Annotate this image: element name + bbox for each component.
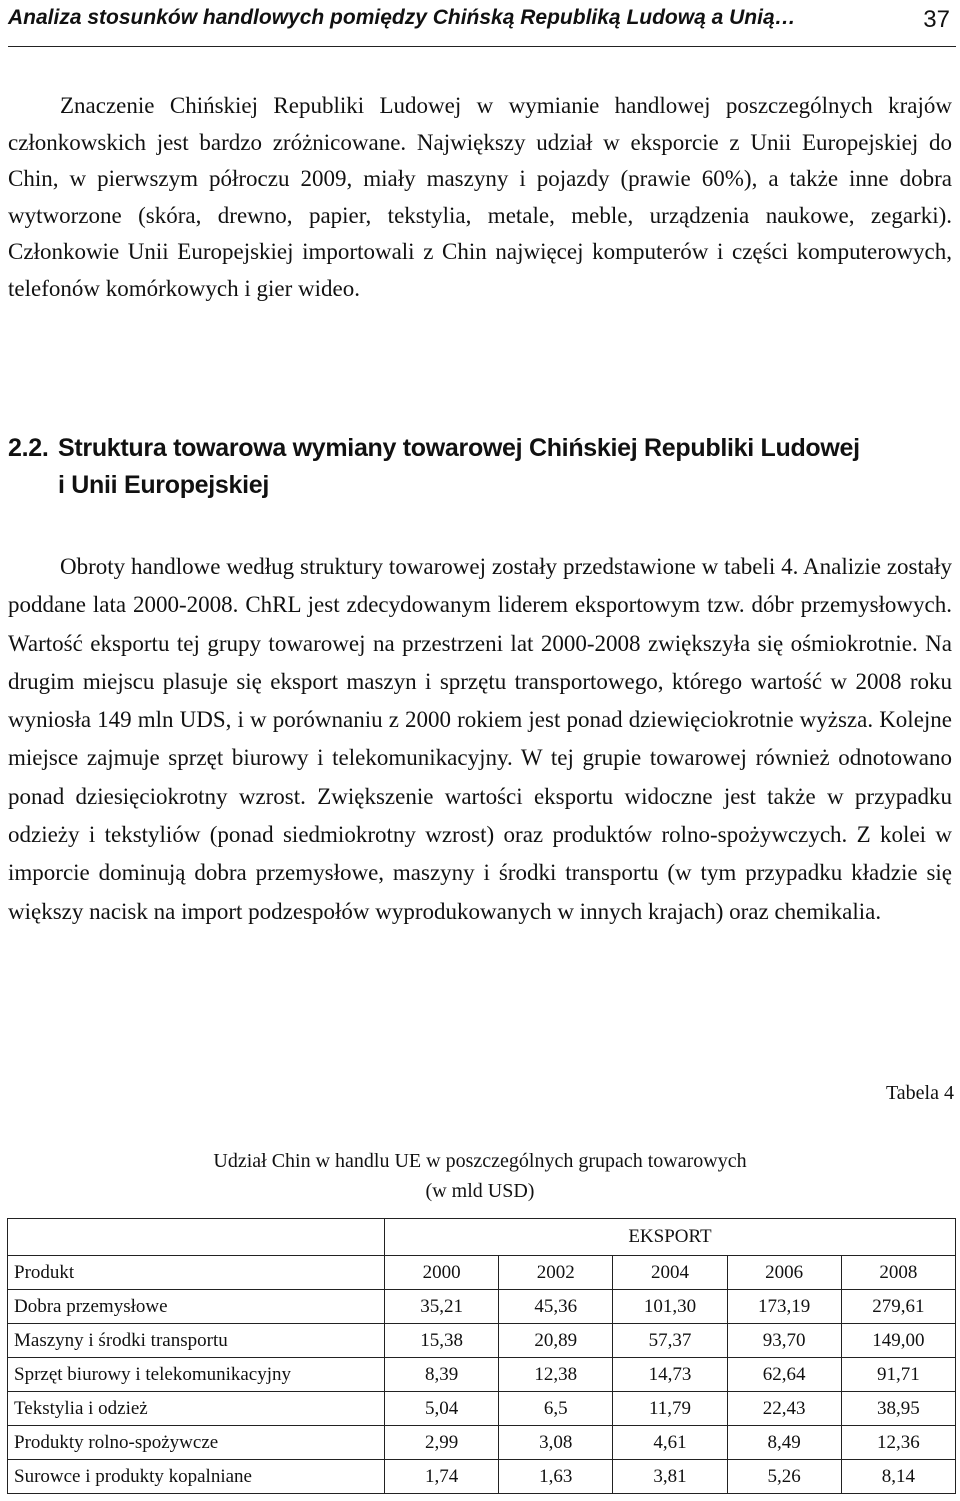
table-cell: 2002 (499, 1256, 613, 1290)
table-cell: 6,5 (499, 1392, 613, 1426)
page-number: 37 (923, 6, 950, 33)
table-cell: 15,38 (384, 1324, 498, 1358)
table-row (8, 1290, 956, 1324)
table-cell: 62,64 (727, 1358, 841, 1392)
table-cell: 2004 (613, 1256, 727, 1290)
table-cell: 22,43 (727, 1392, 841, 1426)
table-cell: 5,04 (384, 1392, 498, 1426)
section-title-line1: Struktura towarowa wymiany towarowej Chińskiej Republiki Ludowej (58, 434, 860, 462)
table-cell: 20,89 (499, 1324, 613, 1358)
table-cell: 45,36 (499, 1290, 613, 1324)
table-cell: 93,70 (727, 1324, 841, 1358)
trade-table (7, 1218, 956, 1494)
table-cell: 8,14 (841, 1460, 955, 1494)
trade-table-body (8, 1219, 956, 1494)
table-section-row (8, 1219, 956, 1256)
table-label: Tabela 4 (885, 1082, 954, 1104)
table-cell: 2006 (727, 1256, 841, 1290)
table-row-label: Tekstylia i odzież (8, 1392, 385, 1426)
table-row-label: Sprzęt biurowy i telekomunikacyjny (8, 1358, 385, 1392)
running-header (8, 0, 956, 47)
table-cell: 38,95 (841, 1392, 955, 1426)
table-cell: 279,61 (841, 1290, 955, 1324)
table-row-label: Produkty rolno-spożywcze (8, 1426, 385, 1460)
table-caption-line1: Udział Chin w handlu UE w poszczególnych grupach towarowych (213, 1150, 747, 1172)
table-cell: 3,08 (499, 1426, 613, 1460)
table-cell: 35,21 (384, 1290, 498, 1324)
table-section-title: EKSPORT (384, 1219, 955, 1256)
table-cell: 5,26 (727, 1460, 841, 1494)
table-cell: 173,19 (727, 1290, 841, 1324)
table-row-label: Dobra przemysłowe (8, 1290, 385, 1324)
section-title-line2: i Unii Europejskiej (58, 471, 270, 499)
section-heading (8, 430, 952, 504)
table-caption-line2: (w mld USD) (425, 1180, 535, 1202)
body-paragraph-2: Obroty handlowe według struktury towarowej zostały przedstawione w tabeli 4. Analizie zostały poddane lata 2000-2008. ChRL jest zdecydowanym liderem eksportowym tzw. dóbr przemysłowych. Wartość eksportu tej grupy towarowej na przestrzeni lat 2000-2008 zwiększyła się ośmiokrotnie. Na drugim miejscu plasuje się eksport maszyn i sprzętu transportowego, którego wartość w 2008 roku wyniosła 149 mln UDS, i w porównaniu z 2000 rokiem jest ponad dziewięciokrotnie wyższa. Kolejne miejsce zajmuje sprzęt biurowy i telekomunikacyjny. W tej grupie towarowej również odnotowano ponad dziesięciokrotny wzrost. Zwiększenie wartości eksportu widoczne jest także w przypadku odzieży i tekstyliów (ponad siedmiokrotny wzrost) oraz produktów rolno-spożywczych. Z kolei w imporcie dominują dobra przemysłowe, maszyny i środki transportu (w tym przypadku kładzie się większy nacisk na import podzespołów wyprodukowanych w innych krajach) oraz chemikalia. (8, 554, 952, 924)
table-row-label: Maszyny i środki transportu (8, 1324, 385, 1358)
table-cell: 14,73 (613, 1358, 727, 1392)
table-row (8, 1460, 956, 1494)
table-blank-cell (8, 1219, 385, 1256)
table-row (8, 1426, 956, 1460)
table-cell: 2000 (384, 1256, 498, 1290)
table-cell: 91,71 (841, 1358, 955, 1392)
table-cell: 11,79 (613, 1392, 727, 1426)
table-cell: 12,36 (841, 1426, 955, 1460)
table-cell: 149,00 (841, 1324, 955, 1358)
table-cell: 12,38 (499, 1358, 613, 1392)
table-cell: 2,99 (384, 1426, 498, 1460)
table-cell: 101,30 (613, 1290, 727, 1324)
table-row-label: Produkt (8, 1256, 385, 1290)
table-cell: 1,63 (499, 1460, 613, 1494)
table-cell: 57,37 (613, 1324, 727, 1358)
table-cell: 2008 (841, 1256, 955, 1290)
table-cell: 1,74 (384, 1460, 498, 1494)
table-cell: 8,49 (727, 1426, 841, 1460)
body-paragraph-1: Znaczenie Chińskiej Republiki Ludowej w wymianie handlowej poszczególnych krajów członkowskich jest bardzo zróżnicowane. Największy udział w eksporcie z Unii Europejskiej do Chin, w pierwszym półroczu 2009, miały maszyny i pojazdy (prawie 60%), a także inne dobra wytworzone (skóra, drewno, papier, tekstylia, metale, meble, urządzenia naukowe, zegarki). Członkowie Unii Europejskiej importowali z Chin najwięcej komputerów i części komputerowych, telefonów komórkowych i gier wideo. (8, 93, 952, 301)
table-caption (100, 1146, 860, 1206)
section-number: 2.2. (8, 434, 49, 462)
table-row (8, 1392, 956, 1426)
table-header-row (8, 1256, 956, 1290)
table-cell: 8,39 (384, 1358, 498, 1392)
table-row-label: Surowce i produkty kopalniane (8, 1460, 385, 1494)
running-header-title: Analiza stosunków handlowych pomiędzy Chińską Republiką Ludową a Unią… (8, 6, 796, 29)
table-cell: 3,81 (613, 1460, 727, 1494)
table-row (8, 1358, 956, 1392)
table-cell: 4,61 (613, 1426, 727, 1460)
table-row (8, 1324, 956, 1358)
